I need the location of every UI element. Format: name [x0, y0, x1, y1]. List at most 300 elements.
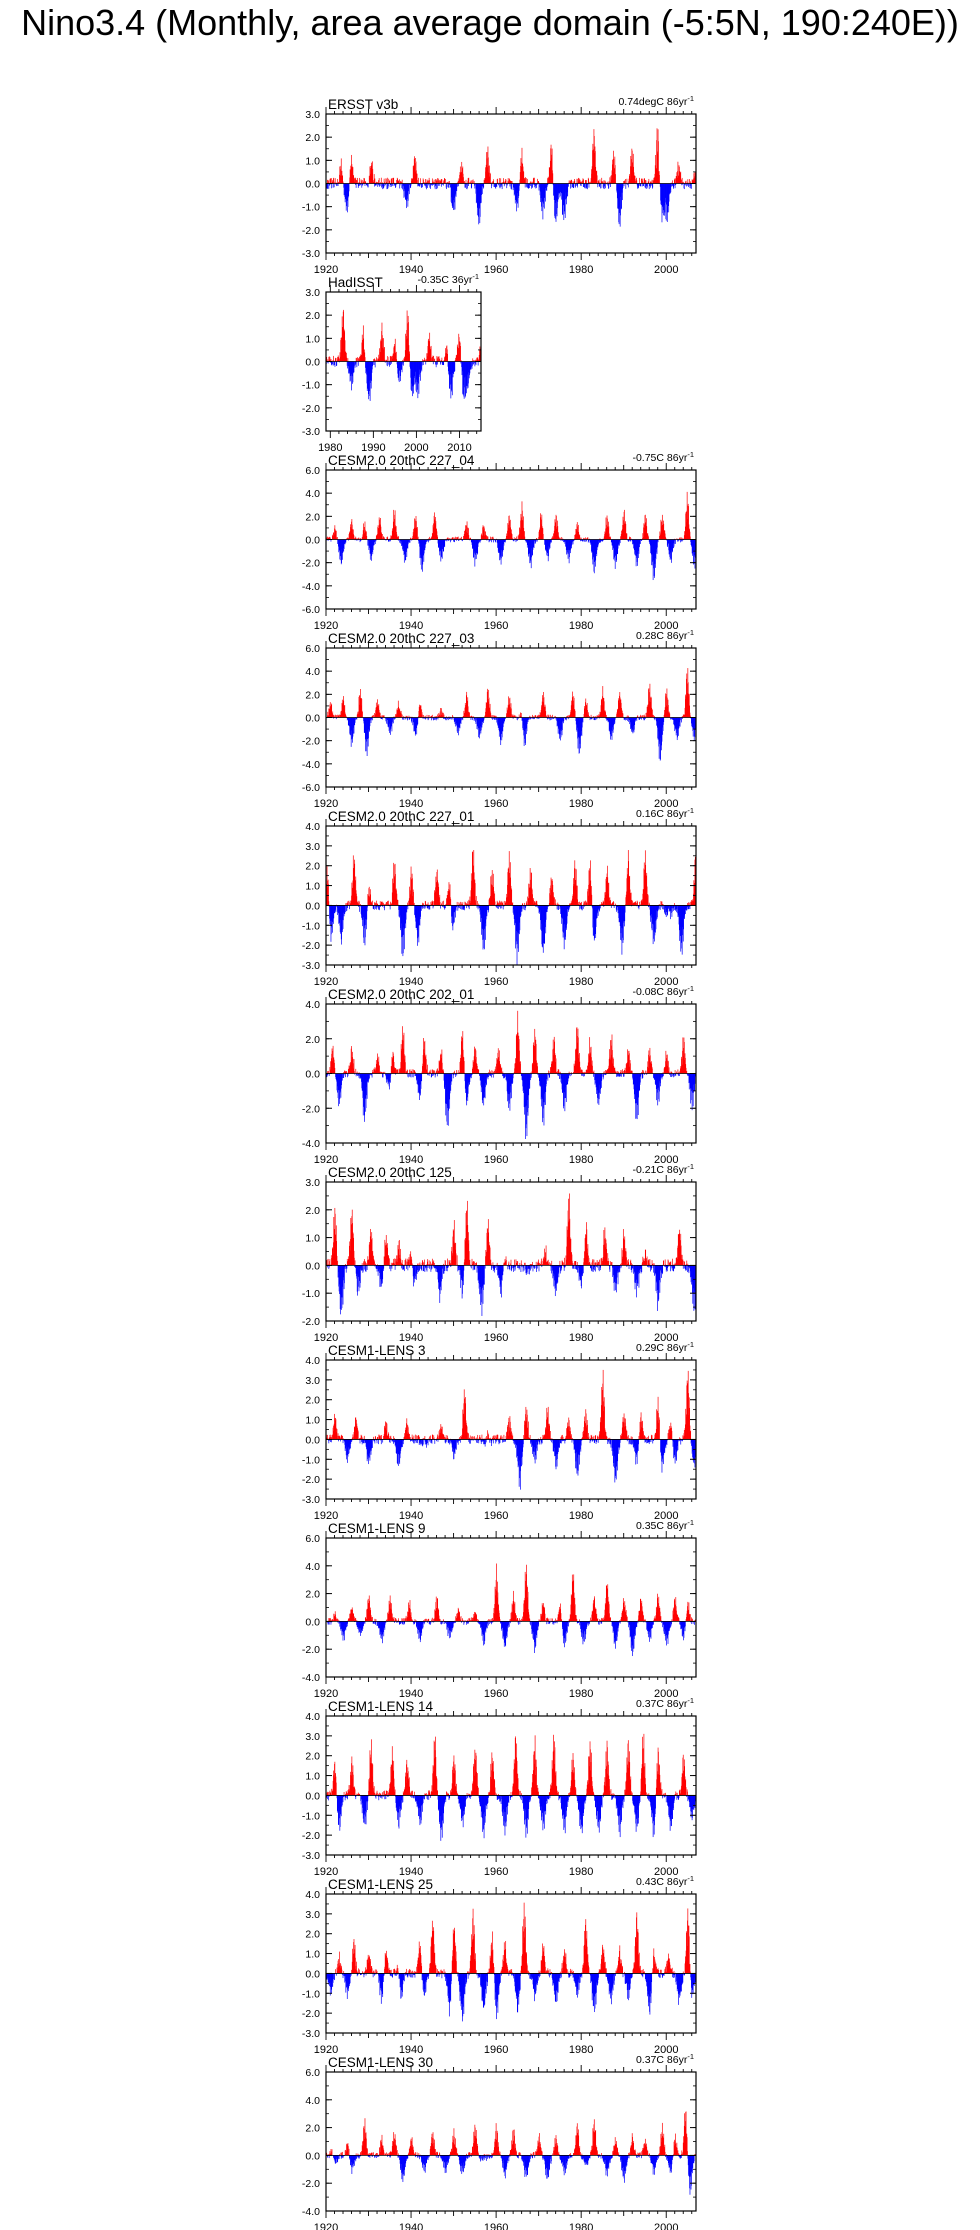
- bar-mark: [376, 901, 377, 906]
- bar-mark: [572, 184, 573, 188]
- bar-mark: [431, 1074, 432, 1078]
- bar-mark: [418, 537, 419, 540]
- bar-mark: [624, 180, 625, 183]
- bar-mark: [457, 902, 458, 906]
- bar-mark: [505, 901, 506, 905]
- bar-mark: [457, 184, 458, 187]
- bar-mark: [345, 905, 346, 912]
- bar-mark: [417, 718, 418, 725]
- bar-mark: [336, 358, 337, 361]
- bar-mark: [431, 718, 432, 721]
- trend-label: 0.74degC $86yr^{-1}$: [618, 94, 694, 108]
- bar-mark: [413, 1070, 414, 1074]
- bar-mark: [432, 178, 433, 183]
- bar-mark: [380, 901, 381, 905]
- bar-mark: [488, 905, 489, 910]
- bar-mark: [641, 179, 642, 183]
- bar-mark: [572, 184, 573, 188]
- bar-mark: [391, 357, 392, 362]
- bar-mark: [347, 362, 348, 369]
- bar-mark: [390, 362, 391, 366]
- bar-mark: [648, 895, 649, 905]
- bar-mark: [336, 905, 337, 912]
- y-tick-label: 1.0: [305, 333, 320, 345]
- bar-mark: [345, 1074, 346, 1078]
- bar-mark: [379, 178, 380, 183]
- bar-mark: [646, 180, 647, 183]
- bar-mark: [620, 536, 621, 539]
- bar-mark: [473, 179, 474, 183]
- bar-mark: [458, 1070, 459, 1073]
- bar-mark: [327, 184, 328, 189]
- bar-mark: [539, 184, 540, 191]
- x-tick-label: 1980: [569, 976, 593, 988]
- bar-mark: [420, 362, 421, 373]
- bar-mark: [421, 905, 422, 910]
- bar-mark: [436, 718, 437, 721]
- bar-mark: [437, 181, 438, 184]
- bar-mark: [458, 184, 459, 187]
- bar-mark: [557, 905, 558, 909]
- bar-mark: [579, 902, 580, 906]
- bar-mark: [335, 362, 336, 367]
- y-tick-label: -2.0: [302, 403, 320, 415]
- bar-mark: [333, 184, 334, 188]
- bar-mark: [580, 905, 581, 908]
- bar-mark: [500, 178, 501, 183]
- bar-mark: [437, 184, 438, 189]
- bar-mark: [469, 905, 470, 909]
- bar-mark: [475, 184, 476, 189]
- bar-mark: [456, 1070, 457, 1073]
- y-tick-label: -3.0: [302, 426, 320, 438]
- bar-mark: [599, 905, 600, 911]
- y-tick-label: -2.0: [302, 736, 320, 748]
- bar-mark: [444, 905, 445, 909]
- bar-mark: [437, 537, 438, 540]
- bar-mark: [372, 901, 373, 906]
- bar-mark: [581, 902, 582, 906]
- bar-mark: [476, 718, 477, 724]
- bar-mark: [437, 1074, 438, 1077]
- bar-mark: [650, 184, 651, 188]
- bar-mark: [434, 359, 435, 362]
- y-tick-label: 3.0: [305, 841, 320, 853]
- bar-mark: [605, 712, 606, 717]
- bar-mark: [447, 354, 448, 362]
- bar-mark: [436, 184, 437, 190]
- bar-mark: [623, 713, 624, 717]
- bar-mark: [428, 905, 429, 909]
- bar-mark: [455, 537, 456, 540]
- bar-mark: [577, 179, 578, 184]
- bar-mark: [444, 540, 445, 548]
- bar-mark: [427, 184, 428, 188]
- bar-mark: [427, 1065, 428, 1074]
- bar-mark: [558, 905, 559, 910]
- bar-mark: [581, 905, 582, 909]
- bar-mark: [658, 905, 659, 910]
- series-bars: [326, 310, 481, 401]
- bar-mark: [335, 178, 336, 183]
- y-tick-label: -2.0: [302, 558, 320, 570]
- y-tick-label: -6.0: [302, 604, 320, 616]
- bar-mark: [499, 178, 500, 183]
- bar-mark: [659, 175, 660, 184]
- bar-mark: [378, 180, 379, 183]
- bar-mark: [550, 715, 551, 718]
- bar-mark: [477, 357, 478, 361]
- y-tick-label: 0.0: [305, 179, 320, 191]
- bar-mark: [589, 184, 590, 188]
- bar-mark: [448, 184, 449, 188]
- bar-mark: [337, 179, 338, 184]
- bar-mark: [420, 178, 421, 183]
- x-tick-label: 2010: [447, 442, 471, 454]
- bar-mark: [356, 358, 357, 361]
- bar-mark: [388, 184, 389, 187]
- bar-mark: [327, 184, 328, 189]
- bar-mark: [345, 540, 346, 543]
- bar-mark: [433, 362, 434, 365]
- bar-mark: [358, 358, 359, 362]
- y-tick-label: 2.0: [305, 861, 320, 873]
- x-tick-label: 1980: [569, 798, 593, 810]
- x-tick-label: 1940: [399, 976, 423, 988]
- bar-mark: [672, 905, 673, 911]
- bar-mark: [461, 905, 462, 909]
- x-tick-label: 1980: [318, 442, 342, 454]
- bar-mark: [557, 903, 558, 906]
- bar-mark: [573, 184, 574, 189]
- bar-mark: [437, 714, 438, 717]
- bar-mark: [636, 718, 637, 721]
- bar-mark: [443, 362, 444, 366]
- bar-mark: [495, 540, 496, 543]
- panel-name: CESM2.0 20thC 227_04: [328, 453, 475, 468]
- bar-mark: [585, 180, 586, 183]
- y-tick-label: 4.0: [305, 488, 320, 500]
- bar-mark: [374, 362, 375, 366]
- x-tick-label: 1920: [314, 264, 338, 276]
- bar-mark: [645, 180, 646, 184]
- bar-mark: [374, 905, 375, 909]
- bar-mark: [517, 718, 518, 721]
- bar-mark: [439, 356, 440, 361]
- bar-mark: [468, 900, 469, 906]
- y-tick-label: 0.0: [305, 713, 320, 725]
- bar-mark: [366, 536, 367, 540]
- bar-mark: [506, 180, 507, 184]
- bar-mark: [387, 184, 388, 190]
- bar-mark: [536, 901, 537, 906]
- bar-mark: [445, 905, 446, 908]
- y-tick-label: -3.0: [302, 960, 320, 972]
- bar-mark: [523, 905, 524, 908]
- bar-mark: [524, 179, 525, 184]
- bar-mark: [504, 181, 505, 184]
- bar-mark: [410, 540, 411, 543]
- bar-mark: [535, 902, 536, 905]
- bar-mark: [585, 901, 586, 906]
- bar-mark: [486, 536, 487, 540]
- bar-mark: [628, 184, 629, 188]
- bar-mark: [467, 184, 468, 188]
- x-tick-label: 2000: [654, 798, 678, 810]
- bar-mark: [328, 901, 329, 905]
- bar-mark: [476, 896, 477, 905]
- bar-mark: [512, 902, 513, 905]
- bar-mark: [379, 905, 380, 910]
- bar-mark: [442, 901, 443, 905]
- bar-mark: [686, 184, 687, 187]
- bar-mark: [372, 718, 373, 721]
- x-tick-label: 1920: [314, 620, 338, 632]
- bar-mark: [409, 184, 410, 195]
- bar-mark: [675, 178, 676, 183]
- bar-mark: [388, 901, 389, 906]
- bar-mark: [384, 184, 385, 187]
- bar-mark: [640, 540, 641, 544]
- bar-mark: [451, 1074, 452, 1082]
- x-tick-label: 2000: [654, 620, 678, 632]
- bar-mark: [388, 179, 389, 184]
- bar-mark: [438, 181, 439, 184]
- bar-mark: [390, 356, 391, 361]
- trend-label: 0.28C $86yr^{-1}$: [636, 628, 694, 642]
- bar-mark: [584, 902, 585, 905]
- bar-mark: [395, 1068, 396, 1073]
- x-tick-label: 1940: [399, 264, 423, 276]
- bar-mark: [342, 1074, 343, 1081]
- bar-mark: [493, 540, 494, 543]
- bar-mark: [688, 905, 689, 909]
- bar-mark: [493, 179, 494, 183]
- bar-mark: [437, 1069, 438, 1073]
- bar-mark: [669, 905, 670, 911]
- bar-mark: [582, 905, 583, 910]
- bar-mark: [691, 184, 692, 189]
- bar-mark: [435, 184, 436, 190]
- bar-mark: [332, 362, 333, 365]
- bar-mark: [425, 179, 426, 184]
- bar-mark: [374, 184, 375, 187]
- bar-mark: [353, 175, 354, 183]
- bar-mark: [597, 184, 598, 188]
- bar-mark: [384, 347, 385, 361]
- bar-mark: [349, 184, 350, 192]
- bar-mark: [433, 356, 434, 362]
- bar-mark: [374, 540, 375, 546]
- bar-mark: [402, 715, 403, 718]
- bar-mark: [375, 179, 376, 184]
- bar-mark: [640, 715, 641, 718]
- bar-mark: [689, 179, 690, 183]
- bar-mark: [496, 184, 497, 187]
- bar-mark: [495, 902, 496, 906]
- bar-mark: [613, 902, 614, 905]
- y-tick-label: 6.0: [305, 643, 320, 655]
- panel-4: [302, 628, 696, 810]
- bar-mark: [644, 178, 645, 183]
- bar-mark: [601, 178, 602, 184]
- bar-mark: [477, 901, 478, 905]
- bar-mark: [446, 184, 447, 190]
- bar-mark: [358, 184, 359, 187]
- bar-mark: [566, 718, 567, 721]
- bar-mark: [534, 540, 535, 548]
- bar-mark: [393, 718, 394, 723]
- bar-mark: [543, 534, 544, 539]
- panel-2: [302, 272, 481, 454]
- bar-mark: [405, 1062, 406, 1073]
- bar-mark: [550, 718, 551, 721]
- y-tick-label: -3.0: [302, 248, 320, 260]
- bar-mark: [465, 184, 466, 188]
- bar-mark: [450, 184, 451, 188]
- bar-mark: [459, 905, 460, 908]
- bar-mark: [337, 715, 338, 718]
- bar-mark: [333, 362, 334, 366]
- bar-mark: [425, 362, 426, 365]
- bar-mark: [571, 180, 572, 184]
- bar-mark: [432, 1069, 433, 1073]
- bar-mark: [625, 179, 626, 183]
- bar-mark: [382, 184, 383, 187]
- bar-mark: [640, 184, 641, 187]
- bar-mark: [433, 718, 434, 721]
- panel-3: [302, 450, 696, 632]
- bar-mark: [476, 362, 477, 365]
- bar-mark: [442, 179, 443, 183]
- bar-mark: [435, 362, 436, 365]
- bar-mark: [431, 1070, 432, 1074]
- bar-mark: [441, 179, 442, 183]
- bar-mark: [462, 902, 463, 905]
- bar-mark: [686, 181, 687, 184]
- bar-mark: [601, 184, 602, 189]
- panel-name: HadISST: [328, 275, 383, 290]
- bar-mark: [331, 184, 332, 189]
- bar-mark: [398, 536, 399, 539]
- bar-mark: [423, 905, 424, 908]
- bar-mark: [437, 358, 438, 361]
- bar-mark: [524, 905, 525, 910]
- bar-mark: [472, 362, 473, 366]
- bar-mark: [407, 1070, 408, 1073]
- bar-mark: [591, 895, 592, 905]
- bar-mark: [471, 181, 472, 184]
- bar-mark: [441, 184, 442, 187]
- bar-mark: [649, 184, 650, 190]
- bar-mark: [625, 184, 626, 189]
- bar-mark: [358, 362, 359, 366]
- bar-mark: [527, 184, 528, 188]
- bar-mark: [496, 718, 497, 723]
- bar-mark: [588, 179, 589, 184]
- bar-mark: [615, 174, 616, 183]
- bar-mark: [522, 905, 523, 911]
- bar-mark: [555, 899, 556, 905]
- bar-mark: [672, 180, 673, 183]
- bar-mark: [443, 180, 444, 183]
- bar-mark: [510, 181, 511, 184]
- x-tick-label: 1990: [361, 442, 385, 454]
- panel-name: ERSST v3b: [328, 97, 398, 112]
- bar-mark: [647, 184, 648, 187]
- bar-mark: [436, 362, 437, 365]
- bar-mark: [454, 1071, 455, 1074]
- y-tick-label: 4.0: [305, 821, 320, 833]
- bar-mark: [534, 178, 535, 184]
- bar-mark: [605, 184, 606, 189]
- bar-mark: [583, 178, 584, 183]
- bar-mark: [417, 180, 418, 183]
- x-tick-label: 1960: [484, 620, 508, 632]
- bar-mark: [466, 905, 467, 908]
- bar-mark: [422, 905, 423, 908]
- bar-mark: [482, 184, 483, 187]
- bar-mark: [500, 902, 501, 905]
- y-tick-label: 0.0: [305, 900, 320, 912]
- bar-mark: [409, 540, 410, 543]
- bar-mark: [428, 902, 429, 905]
- bar-mark: [432, 902, 433, 906]
- bar-mark: [471, 362, 472, 368]
- bar-mark: [501, 902, 502, 906]
- y-tick-label: -1.0: [302, 920, 320, 932]
- bar-mark: [501, 905, 502, 908]
- bar-mark: [406, 905, 407, 919]
- x-tick-label: 1940: [399, 798, 423, 810]
- bar-mark: [604, 902, 605, 906]
- bar-mark: [429, 905, 430, 909]
- series-bars: [326, 128, 696, 226]
- bar-mark: [375, 362, 376, 368]
- bar-mark: [627, 179, 628, 184]
- bar-mark: [401, 714, 402, 718]
- bar-mark: [600, 905, 601, 908]
- bar-mark: [354, 362, 355, 366]
- bar-mark: [667, 905, 668, 914]
- bar-mark: [427, 180, 428, 184]
- bar-mark: [440, 902, 441, 906]
- bar-mark: [387, 362, 388, 367]
- bar-mark: [527, 179, 528, 184]
- bar-mark: [625, 905, 626, 912]
- bar-mark: [578, 902, 579, 905]
- bar-mark: [398, 536, 399, 539]
- bar-mark: [662, 905, 663, 909]
- y-tick-label: 2.0: [305, 310, 320, 322]
- bar-mark: [426, 184, 427, 188]
- bar-mark: [604, 184, 605, 187]
- x-tick-label: 1920: [314, 798, 338, 810]
- page-title: Nino3.4 (Monthly, area average domain (-5:5N, 190:240E)): [0, 2, 980, 44]
- bar-mark: [355, 1069, 356, 1074]
- bar-mark: [599, 184, 600, 187]
- bar-mark: [372, 1074, 373, 1078]
- bar-mark: [489, 1070, 490, 1074]
- bar-mark: [504, 901, 505, 905]
- bar-mark: [430, 184, 431, 189]
- bar-mark: [493, 1074, 494, 1078]
- panel-1: [302, 94, 696, 276]
- bar-mark: [336, 362, 337, 366]
- bar-mark: [339, 358, 340, 361]
- bar-mark: [436, 179, 437, 183]
- bar-mark: [652, 180, 653, 184]
